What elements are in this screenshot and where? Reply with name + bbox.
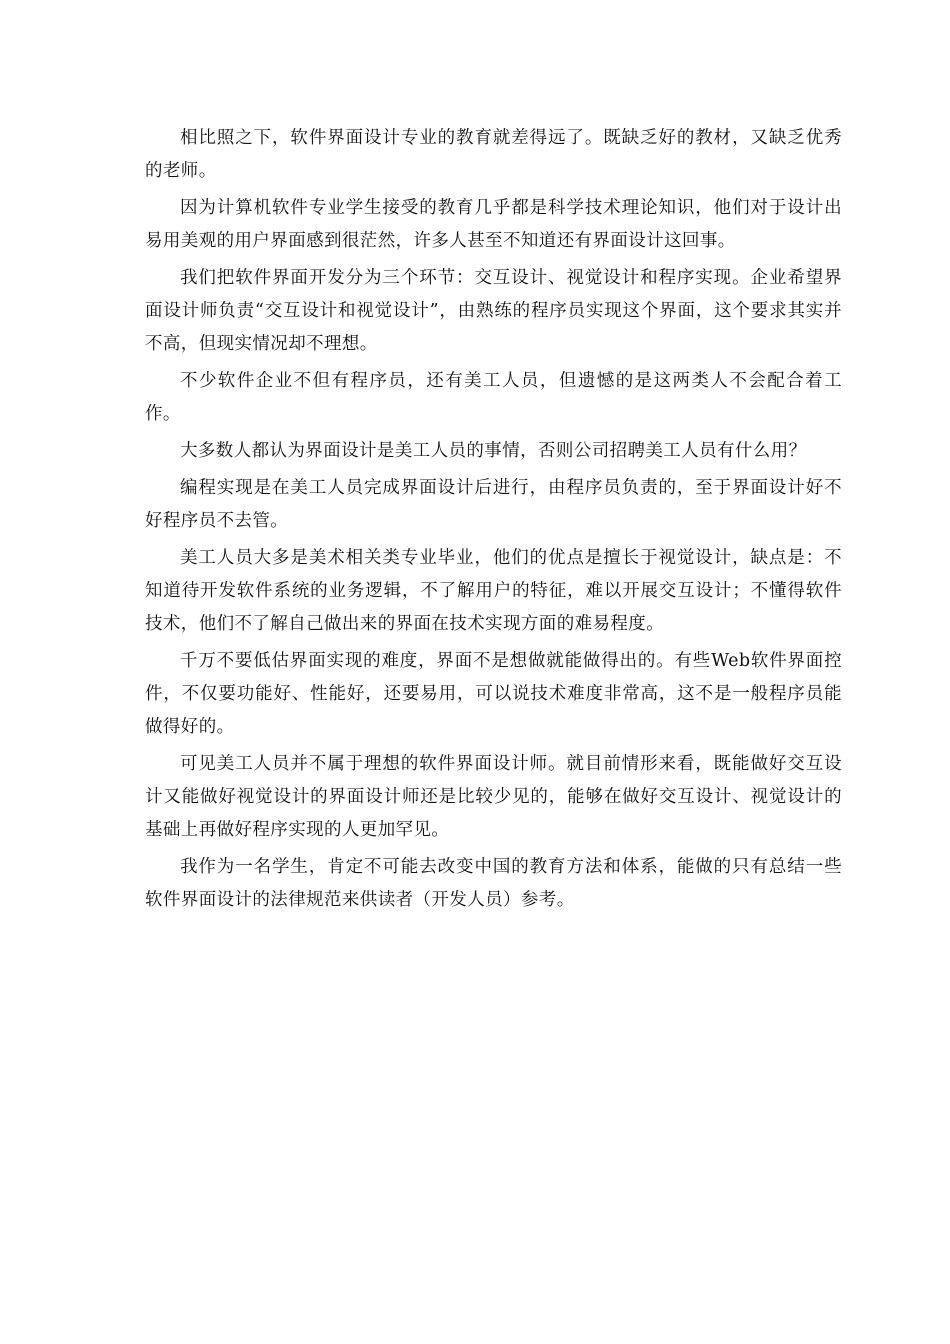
paragraph: 可见美工人员并不属于理想的软件界面设计师。就目前情形来看，既能做好交互设计又能做好视觉设计的界面设计师还是比较少见的，能够在做好交互设计、视觉设计的基础上再做好程序实现的人更加罕见。 — [145, 754, 842, 840]
paragraph: 大多数人都认为界面设计是美工人员的事情，否则公司招聘美工人员有什么用？ — [180, 441, 807, 461]
paragraph: 美工人员大多是美术相关类专业毕业，他们的优点是擅长于视觉设计，缺点是：不知道待开发软件系统的业务逻辑，不了解用户的特征，难以开展交互设计；不懂得软件技术，他们不了解自己做出来的界面在技术实现方面的难易程度。 — [145, 548, 842, 634]
paragraph: 我们把软件界面开发分为三个环节：交互设计、视觉设计和程序实现。企业希望界面设计师负责“交互设计和视觉设计”，由熟练的程序员实现这个界面，这个要求其实并不高，但现实情况却不理想。 — [145, 268, 842, 354]
paragraph: 不少软件企业不但有程序员，还有美工人员，但遗憾的是这两类人不会配合着工作。 — [145, 371, 842, 424]
paragraph: 相比照之下，软件界面设计专业的教育就差得远了。既缺乏好的教材，又缺乏优秀的老师。 — [145, 128, 842, 181]
paragraph: 我作为一名学生，肯定不可能去改变中国的教育方法和体系，能做的只有总结一些软件界面设计的法律规范来供读者（开发人员）参考。 — [145, 857, 842, 910]
paragraph: 因为计算机软件专业学生接受的教育几乎都是科学技术理论知识，他们对于设计出易用美观的用户界面感到很茫然，许多人甚至不知道还有界面设计这回事。 — [145, 198, 842, 251]
document-body — [145, 122, 878, 917]
paragraph: 编程实现是在美工人员完成界面设计后进行，由程序员负责的，至于界面设计好不 好程序员不去管。 — [145, 478, 878, 531]
paragraph: 千万不要低估界面实现的难度，界面不是想做就能做得出的。有些Web软件界面控件，不仅要功能好、性能好，还要易用，可以说技术难度非常高，这不是一般程序员能做得好的。 — [145, 651, 842, 737]
